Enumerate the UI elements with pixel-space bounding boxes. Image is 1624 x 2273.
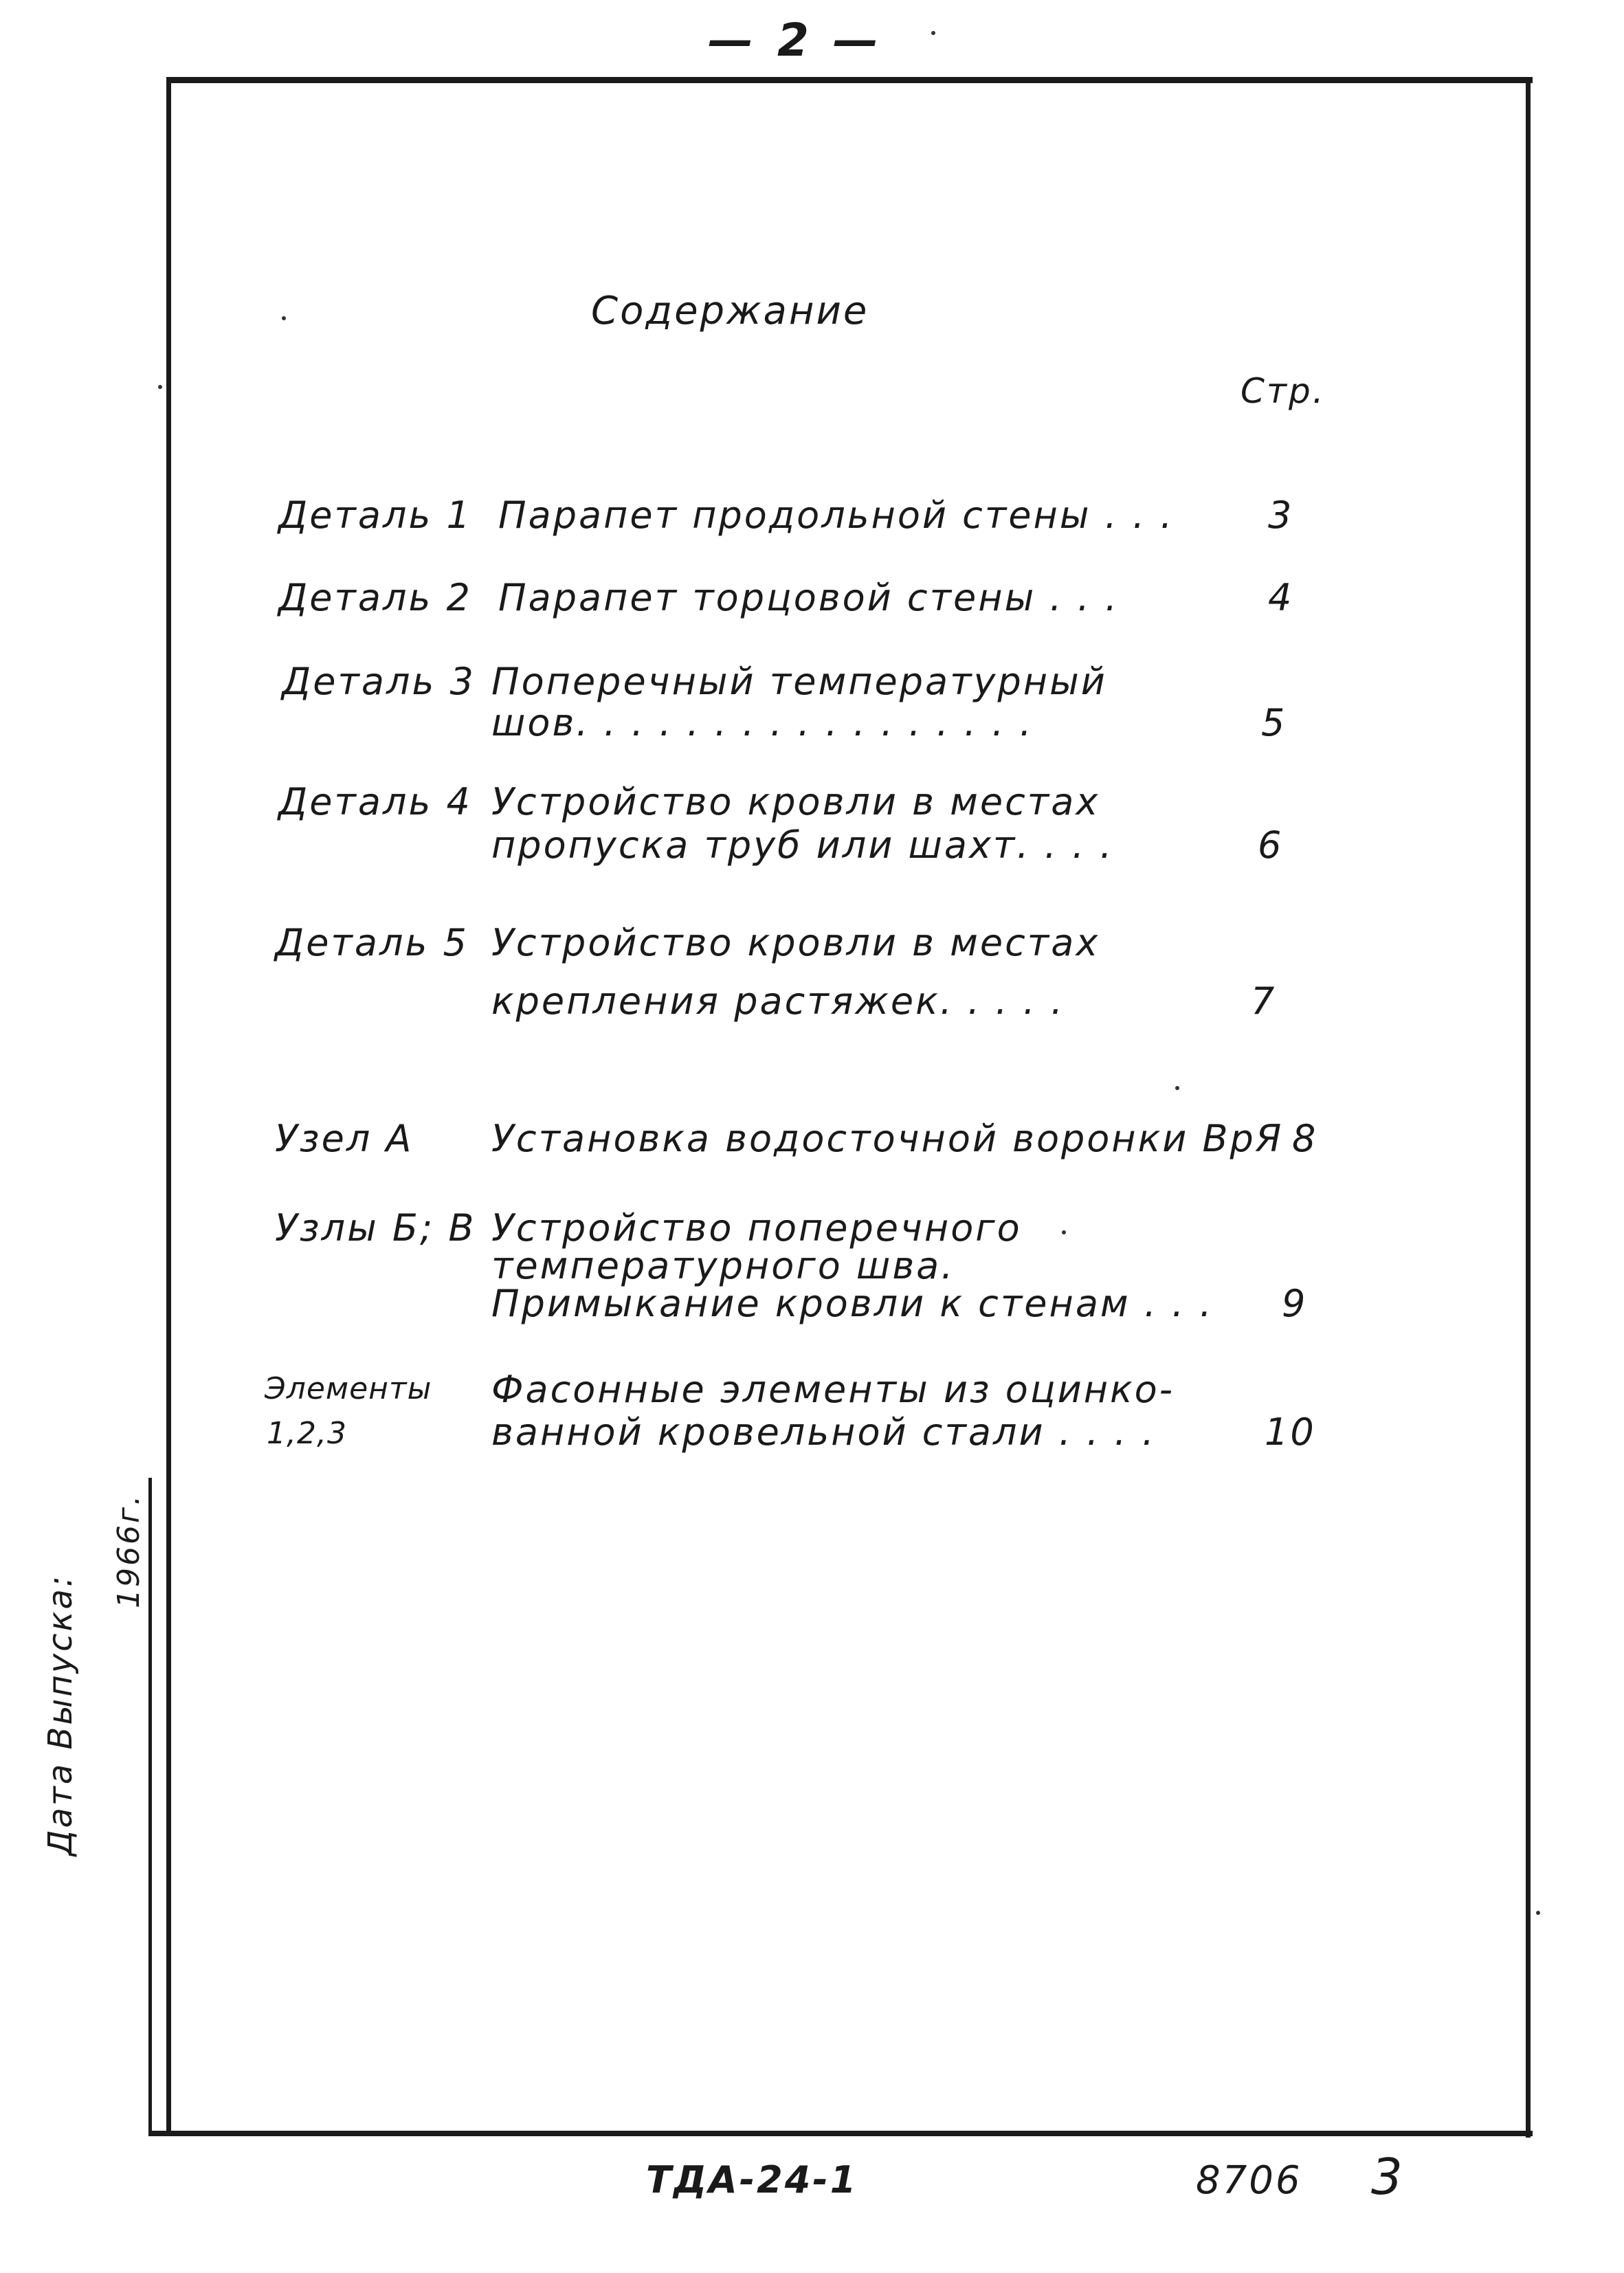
entry-description: Парапет продольной стены . . . bbox=[498, 494, 1175, 537]
entry-page: 8 bbox=[1292, 1117, 1318, 1160]
sheet-number: 3 bbox=[1371, 2148, 1405, 2206]
entry-label: Деталь 1 bbox=[278, 494, 472, 537]
entry-page: 5 bbox=[1261, 701, 1287, 744]
contents-title: Содержание bbox=[591, 289, 869, 333]
page-column-label: Стр. bbox=[1241, 371, 1326, 411]
entry-description-line: Фасонные элементы из оцинко- bbox=[491, 1368, 1175, 1411]
scan-speck bbox=[1062, 1230, 1066, 1234]
entry-description: Установка водосточной воронки ВрЯ bbox=[491, 1117, 1284, 1160]
entry-page: 10 bbox=[1265, 1410, 1316, 1454]
entry-label-numbers: 1,2,3 bbox=[267, 1416, 347, 1451]
scan-speck bbox=[1536, 1911, 1540, 1915]
entry-description-line: температурного шва. bbox=[491, 1244, 955, 1287]
document-code: ТДА-24-1 bbox=[646, 2158, 858, 2202]
entry-label: Узел А bbox=[275, 1117, 414, 1160]
margin-stamp-line bbox=[148, 1478, 152, 2134]
scan-speck bbox=[282, 316, 286, 320]
scan-speck bbox=[158, 385, 162, 389]
entry-description-line: шов. . . . . . . . . . . . . . . . . bbox=[491, 701, 1034, 744]
entry-label: Узлы Б; В bbox=[275, 1206, 476, 1250]
entry-description-line: пропуска труб или шахт. . . . bbox=[491, 823, 1114, 867]
entry-label: Деталь 4 bbox=[278, 780, 472, 823]
entry-description-line: Устройство кровли в местах bbox=[491, 780, 1100, 823]
entry-description-line: Устройство поперечного bbox=[491, 1206, 1022, 1250]
entry-label: Элементы bbox=[265, 1371, 432, 1406]
frame-top-border bbox=[166, 77, 1533, 83]
entry-description-line: ванной кровельной стали . . . . bbox=[491, 1410, 1156, 1454]
scan-speck bbox=[1175, 1086, 1179, 1090]
entry-label: Деталь 3 bbox=[282, 660, 476, 703]
frame-right-border bbox=[1526, 81, 1531, 2138]
entry-page: 7 bbox=[1251, 979, 1277, 1023]
entry-page: 6 bbox=[1258, 823, 1284, 867]
entry-description-line: Поперечный температурный bbox=[491, 660, 1107, 703]
entry-label: Деталь 5 bbox=[275, 921, 469, 964]
frame-bottom-border bbox=[148, 2131, 1533, 2136]
release-year: 1966г. bbox=[111, 1493, 146, 1608]
entry-description-line: крепления растяжек. . . . . bbox=[491, 979, 1065, 1023]
entry-description: Парапет торцовой стены . . . bbox=[498, 576, 1120, 619]
entry-description-line: Устройство кровли в местах bbox=[491, 921, 1100, 964]
entry-page: 4 bbox=[1268, 576, 1294, 619]
entry-page: 9 bbox=[1282, 1282, 1308, 1325]
document-number: 8706 bbox=[1196, 2158, 1302, 2203]
release-date-label: Дата Выпуска: bbox=[41, 1573, 80, 1856]
scan-speck bbox=[931, 31, 935, 35]
entry-description-line: Примыкание кровли к стенам . . . bbox=[491, 1282, 1214, 1325]
entry-label: Деталь 2 bbox=[278, 576, 472, 619]
page-number: — 2 — bbox=[708, 14, 882, 67]
frame-left-border bbox=[166, 77, 171, 2136]
entry-page: 3 bbox=[1268, 494, 1294, 537]
